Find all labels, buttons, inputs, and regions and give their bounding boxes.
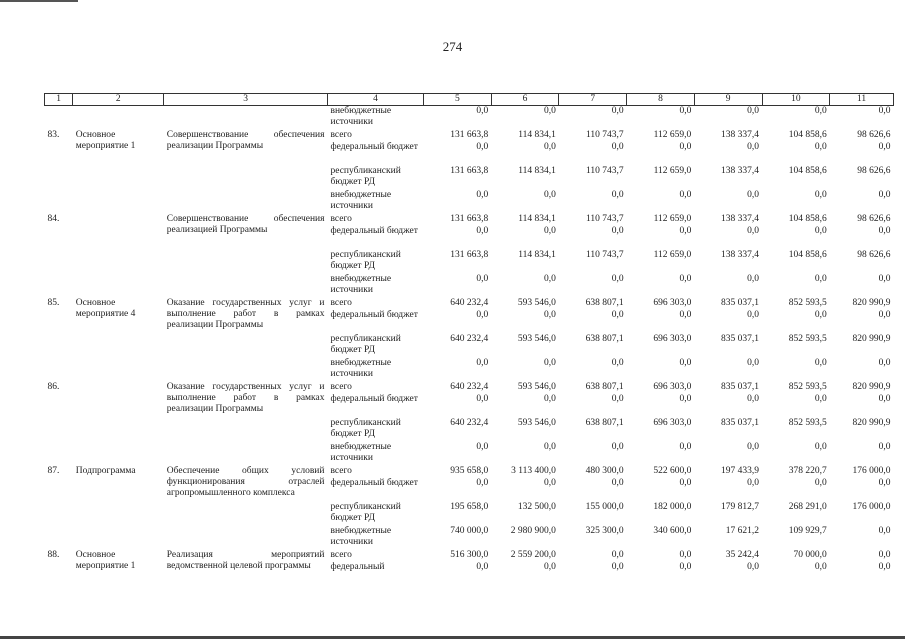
budget-table xyxy=(44,93,894,574)
value-cell: 638 807,1 xyxy=(585,297,624,308)
value-cell: 0,0 xyxy=(611,106,624,116)
value-cell: 835 037,1 xyxy=(721,333,760,344)
value-cell: 0,0 xyxy=(611,309,624,320)
value-cell: 0,0 xyxy=(747,309,760,320)
funding-source: республиканский бюджет РД xyxy=(330,165,401,187)
row-number: 84. xyxy=(47,213,60,224)
value-cell: 835 037,1 xyxy=(721,417,760,428)
event-type xyxy=(73,106,164,130)
row-number xyxy=(45,562,73,574)
value-cell: 0,0 xyxy=(611,393,624,404)
row-number: 88. xyxy=(47,549,60,560)
value-cell: 852 593,5 xyxy=(788,381,827,392)
value-cell: 0,0 xyxy=(476,106,489,116)
value-cell: 110 743,7 xyxy=(585,249,624,260)
value-cell: 0,0 xyxy=(679,561,692,572)
value-cell: 112 659,0 xyxy=(653,165,692,176)
value-cell: 0,0 xyxy=(878,561,891,572)
value-cell: 0,0 xyxy=(544,273,556,284)
value-cell: 0,0 xyxy=(814,309,827,320)
funding-source: республиканский бюджет РД xyxy=(330,249,401,271)
value-cell: 935 658,0 xyxy=(450,465,489,476)
value-cell: 852 593,5 xyxy=(788,333,827,344)
value-cell: 696 303,0 xyxy=(653,381,692,392)
row-number xyxy=(45,142,73,166)
funding-source: всего xyxy=(330,465,352,476)
value-cell: 0,0 xyxy=(679,309,692,320)
value-cell: 35 242,4 xyxy=(725,549,760,560)
event-type xyxy=(73,382,164,466)
row-number xyxy=(45,274,73,298)
row-number xyxy=(45,526,73,550)
funding-source: внебюджетные источники xyxy=(330,189,392,211)
funding-source: внебюджетные источники xyxy=(330,106,392,128)
value-cell: 138 337,4 xyxy=(721,249,760,260)
row-number xyxy=(45,394,73,418)
value-cell: 638 807,1 xyxy=(585,381,624,392)
funding-source: всего xyxy=(330,381,352,392)
row-number: 87. xyxy=(47,465,60,476)
value-cell: 132 500,0 xyxy=(517,501,556,512)
value-cell: 0,0 xyxy=(878,141,891,152)
value-cell: 0,0 xyxy=(878,393,891,404)
value-cell: 182 000,0 xyxy=(653,501,692,512)
header-cell: 3 xyxy=(164,94,328,106)
value-cell: 138 337,4 xyxy=(721,213,760,224)
value-cell: 378 220,7 xyxy=(788,465,827,476)
value-cell: 110 743,7 xyxy=(585,213,624,224)
value-cell: 0,0 xyxy=(544,106,556,116)
table-row xyxy=(45,106,894,130)
value-cell: 0,0 xyxy=(544,561,556,572)
value-cell: 522 600,0 xyxy=(653,465,692,476)
value-cell: 114 834,1 xyxy=(518,213,556,224)
value-cell: 0,0 xyxy=(611,225,624,236)
value-cell: 0,0 xyxy=(476,189,489,200)
value-cell: 696 303,0 xyxy=(653,417,692,428)
value-cell: 131 663,8 xyxy=(450,129,489,140)
funding-source: федеральный бюджет xyxy=(330,309,418,320)
value-cell: 0,0 xyxy=(679,441,692,452)
value-cell: 109 929,7 xyxy=(788,525,827,536)
value-cell: 0,0 xyxy=(878,477,891,488)
value-cell: 0,0 xyxy=(747,273,760,284)
value-cell: 0,0 xyxy=(544,225,556,236)
row-number xyxy=(45,334,73,358)
value-cell: 640 232,4 xyxy=(450,417,489,428)
value-cell: 696 303,0 xyxy=(653,297,692,308)
row-number xyxy=(45,502,73,526)
funding-source: внебюджетные источники xyxy=(330,441,392,463)
value-cell: 638 807,1 xyxy=(585,333,624,344)
value-cell: 0,0 xyxy=(611,273,624,284)
value-cell: 0,0 xyxy=(814,225,827,236)
value-cell: 0,0 xyxy=(611,441,624,452)
value-cell: 98 626,6 xyxy=(857,249,891,260)
value-cell: 0,0 xyxy=(878,441,891,452)
value-cell: 0,0 xyxy=(814,141,827,152)
value-cell: 104 858,6 xyxy=(788,213,827,224)
value-cell: 0,0 xyxy=(679,477,692,488)
value-cell: 0,0 xyxy=(679,357,692,368)
value-cell: 0,0 xyxy=(679,141,692,152)
value-cell: 0,0 xyxy=(747,357,760,368)
event-type xyxy=(73,214,164,298)
value-cell: 131 663,8 xyxy=(450,249,489,260)
funding-source: всего xyxy=(330,129,352,140)
value-cell: 593 546,0 xyxy=(517,417,556,428)
value-cell: 0,0 xyxy=(814,393,827,404)
value-cell: 98 626,6 xyxy=(857,165,891,176)
value-cell: 740 000,0 xyxy=(450,525,489,536)
table-row xyxy=(45,214,894,226)
value-cell: 0,0 xyxy=(878,525,891,536)
value-cell: 0,0 xyxy=(679,393,692,404)
funding-source: федеральный бюджет xyxy=(330,141,418,152)
value-cell: 0,0 xyxy=(544,189,556,200)
event-name: Совершенствование обеспечения реализацией Программы xyxy=(166,213,325,235)
value-cell: 0,0 xyxy=(878,357,891,368)
page-bottom-edge xyxy=(0,636,905,639)
event-type: Основное мероприятие 1 xyxy=(75,549,136,571)
row-number: 86. xyxy=(47,381,60,392)
table-row xyxy=(45,550,894,562)
funding-source: внебюджетные источники xyxy=(330,357,392,379)
row-number xyxy=(45,106,73,130)
value-cell: 0,0 xyxy=(544,441,556,452)
row-number xyxy=(45,418,73,442)
header-cell: 8 xyxy=(627,94,695,106)
value-cell: 0,0 xyxy=(747,106,760,116)
row-number xyxy=(45,442,73,466)
funding-source: федеральный бюджет xyxy=(330,225,418,236)
value-cell: 0,0 xyxy=(476,225,489,236)
value-cell: 0,0 xyxy=(814,441,827,452)
page-number: 274 xyxy=(442,39,463,54)
value-cell: 0,0 xyxy=(747,141,760,152)
value-cell: 696 303,0 xyxy=(653,333,692,344)
value-cell: 0,0 xyxy=(814,561,827,572)
value-cell: 0,0 xyxy=(544,141,556,152)
value-cell: 0,0 xyxy=(814,477,827,488)
event-type: Основное мероприятие 1 xyxy=(75,129,136,151)
table-row xyxy=(45,382,894,394)
value-cell: 340 600,0 xyxy=(653,525,692,536)
value-cell: 138 337,4 xyxy=(721,129,760,140)
value-cell: 104 858,6 xyxy=(788,129,827,140)
value-cell: 131 663,8 xyxy=(450,165,489,176)
value-cell: 325 300,0 xyxy=(585,525,624,536)
value-cell: 70 000,0 xyxy=(793,549,827,560)
header-cell: 4 xyxy=(327,94,423,106)
value-cell: 820 990,9 xyxy=(852,297,891,308)
event-name xyxy=(164,106,328,130)
value-cell: 112 659,0 xyxy=(653,249,692,260)
event-type: Подпрограмма xyxy=(75,465,136,476)
value-cell: 0,0 xyxy=(747,189,760,200)
value-cell: 0,0 xyxy=(611,357,624,368)
value-cell: 138 337,4 xyxy=(721,165,760,176)
value-cell: 0,0 xyxy=(476,477,489,488)
funding-source: всего xyxy=(330,297,352,308)
funding-source: внебюджетные источники xyxy=(330,273,392,295)
value-cell: 820 990,9 xyxy=(852,417,891,428)
row-number xyxy=(45,250,73,274)
row-number: 85. xyxy=(47,297,60,308)
value-cell: 0,0 xyxy=(747,225,760,236)
value-cell: 852 593,5 xyxy=(788,417,827,428)
value-cell: 593 546,0 xyxy=(517,297,556,308)
value-cell: 638 807,1 xyxy=(585,417,624,428)
value-cell: 480 300,0 xyxy=(585,465,624,476)
value-cell: 114 834,1 xyxy=(518,129,556,140)
funding-source: внебюджетные источники xyxy=(330,525,392,547)
value-cell: 820 990,9 xyxy=(852,333,891,344)
value-cell: 0,0 xyxy=(679,273,692,284)
table-row xyxy=(45,298,894,310)
value-cell: 114 834,1 xyxy=(518,165,556,176)
header-cell: 9 xyxy=(694,94,762,106)
header-cell: 11 xyxy=(830,94,894,106)
value-cell: 112 659,0 xyxy=(653,129,692,140)
value-cell: 0,0 xyxy=(611,189,624,200)
value-cell: 0,0 xyxy=(611,141,624,152)
event-name: Оказание государственных услуг и выполнение работ в рамках реализации Программы xyxy=(166,381,325,415)
value-cell: 593 546,0 xyxy=(517,333,556,344)
table-row xyxy=(45,130,894,142)
value-cell: 104 858,6 xyxy=(788,249,827,260)
value-cell: 3 113 400,0 xyxy=(511,465,556,476)
value-cell: 110 743,7 xyxy=(585,129,624,140)
row-number xyxy=(45,166,73,190)
event-type: Основное мероприятие 4 xyxy=(75,297,136,319)
value-cell: 104 858,6 xyxy=(788,165,827,176)
funding-source: республиканский бюджет РД xyxy=(330,417,401,439)
value-cell: 197 433,9 xyxy=(721,465,760,476)
row-number xyxy=(45,190,73,214)
value-cell: 0,0 xyxy=(878,273,891,284)
value-cell: 0,0 xyxy=(476,273,489,284)
value-cell: 2 559 200,0 xyxy=(510,549,556,560)
scan-mark xyxy=(0,0,78,2)
value-cell: 0,0 xyxy=(747,441,760,452)
value-cell: 2 980 900,0 xyxy=(510,525,556,536)
row-number xyxy=(45,358,73,382)
value-cell: 0,0 xyxy=(679,225,692,236)
row-number xyxy=(45,226,73,250)
funding-source: федеральный бюджет xyxy=(330,477,418,488)
value-cell: 0,0 xyxy=(611,477,624,488)
value-cell: 0,0 xyxy=(878,106,891,116)
value-cell: 0,0 xyxy=(814,273,827,284)
funding-source: всего xyxy=(330,213,352,224)
value-cell: 195 658,0 xyxy=(450,501,489,512)
value-cell: 179 812,7 xyxy=(721,501,760,512)
event-name: Оказание государственных услуг и выполнение работ в рамках реализации Программы xyxy=(166,297,325,331)
value-cell: 0,0 xyxy=(878,189,891,200)
value-cell: 0,0 xyxy=(544,309,556,320)
value-cell: 0,0 xyxy=(814,106,827,116)
value-cell: 112 659,0 xyxy=(653,213,692,224)
header-row xyxy=(45,94,894,106)
event-name: Совершенствование обеспечения реализации Программы xyxy=(166,129,325,151)
value-cell: 110 743,7 xyxy=(585,165,624,176)
value-cell: 820 990,9 xyxy=(852,381,891,392)
value-cell: 98 626,6 xyxy=(857,129,891,140)
value-cell: 0,0 xyxy=(679,549,692,560)
value-cell: 176 000,0 xyxy=(852,501,891,512)
value-cell: 0,0 xyxy=(814,357,827,368)
value-cell: 640 232,4 xyxy=(450,381,489,392)
value-cell: 852 593,5 xyxy=(788,297,827,308)
event-name: Обеспечение общих условий функционирования отраслей агропромышленного комплекса xyxy=(166,465,325,499)
row-number xyxy=(45,478,73,502)
value-cell: 640 232,4 xyxy=(450,297,489,308)
value-cell: 0,0 xyxy=(476,393,489,404)
value-cell: 0,0 xyxy=(747,477,760,488)
value-cell: 0,0 xyxy=(611,561,624,572)
value-cell: 131 663,8 xyxy=(450,213,489,224)
value-cell: 640 232,4 xyxy=(450,333,489,344)
funding-source: республиканский бюджет РД xyxy=(330,333,401,355)
event-name: Реализация мероприятий ведомственной целевой программы xyxy=(166,549,325,571)
value-cell: 176 000,0 xyxy=(852,465,891,476)
value-cell: 98 626,6 xyxy=(857,213,891,224)
value-cell: 0,0 xyxy=(476,141,489,152)
value-cell: 0,0 xyxy=(544,357,556,368)
row-number: 83. xyxy=(47,129,60,140)
value-cell: 268 291,0 xyxy=(788,501,827,512)
header-cell: 5 xyxy=(424,94,492,106)
funding-source: федеральный бюджет xyxy=(330,393,418,404)
row-number xyxy=(45,310,73,334)
table-row xyxy=(45,466,894,478)
value-cell: 0,0 xyxy=(476,441,489,452)
value-cell: 0,0 xyxy=(544,477,556,488)
value-cell: 0,0 xyxy=(544,393,556,404)
funding-source: федеральный xyxy=(330,561,385,572)
header-cell: 7 xyxy=(559,94,627,106)
value-cell: 0,0 xyxy=(611,549,624,560)
value-cell: 0,0 xyxy=(476,561,489,572)
value-cell: 155 000,0 xyxy=(585,501,624,512)
value-cell: 593 546,0 xyxy=(517,381,556,392)
funding-source: всего xyxy=(330,549,352,560)
value-cell: 17 621,2 xyxy=(725,525,760,536)
value-cell: 0,0 xyxy=(814,189,827,200)
value-cell: 516 300,0 xyxy=(450,549,489,560)
value-cell: 0,0 xyxy=(878,309,891,320)
value-cell: 0,0 xyxy=(476,357,489,368)
header-cell: 6 xyxy=(491,94,559,106)
value-cell: 0,0 xyxy=(747,561,760,572)
value-cell: 0,0 xyxy=(679,189,692,200)
header-cell: 10 xyxy=(762,94,830,106)
value-cell: 0,0 xyxy=(747,393,760,404)
funding-source: республиканский бюджет РД xyxy=(330,501,401,523)
header-cell: 2 xyxy=(73,94,164,106)
value-cell: 114 834,1 xyxy=(518,249,556,260)
value-cell: 0,0 xyxy=(878,549,891,560)
value-cell: 0,0 xyxy=(476,309,489,320)
header-cell: 1 xyxy=(45,94,73,106)
value-cell: 0,0 xyxy=(878,225,891,236)
value-cell: 0,0 xyxy=(679,106,692,116)
value-cell: 835 037,1 xyxy=(721,297,760,308)
value-cell: 835 037,1 xyxy=(721,381,760,392)
